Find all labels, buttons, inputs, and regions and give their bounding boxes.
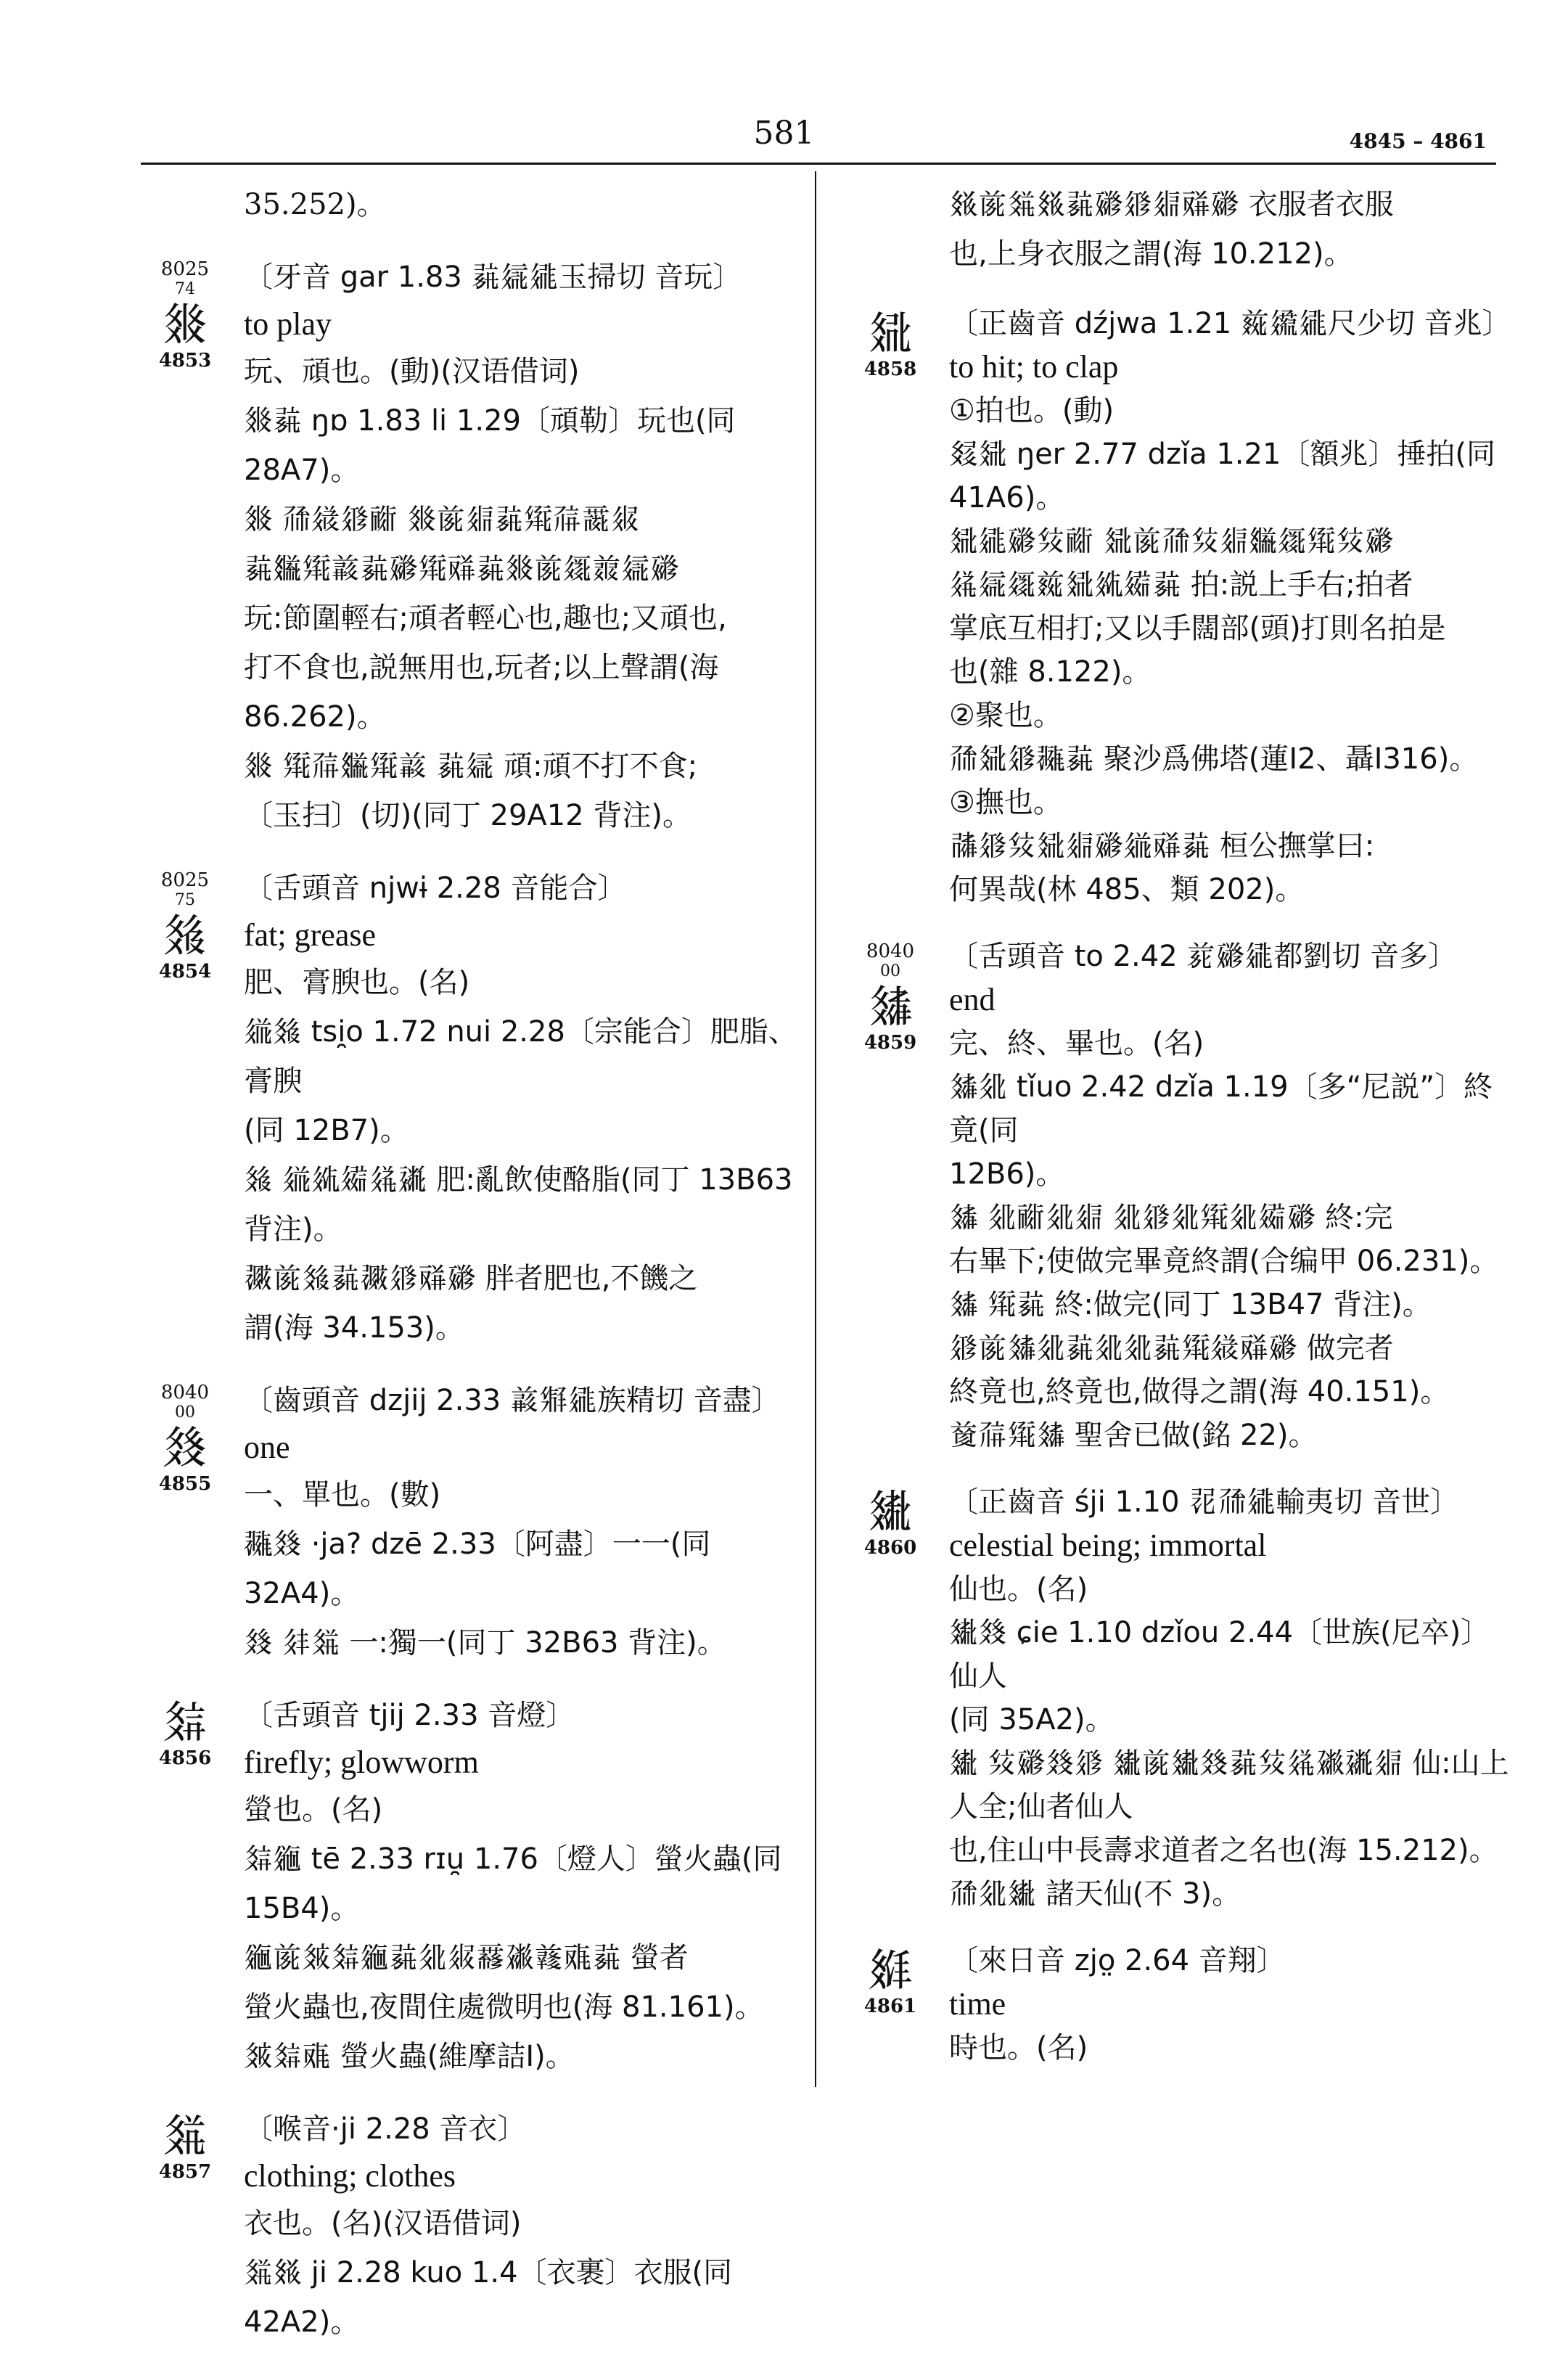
entry-line: 86.262)。 <box>244 700 386 734</box>
entry-line: 𗤁𗐯𗾨𗢭𗰱𗢭𗢭𗰱𗋕𗧊𗠰𗡪 做完者 <box>949 1332 1394 1365</box>
entry-line: 也,上身衣服之謂(海 10.212)。 <box>949 237 1353 271</box>
entry-line: 玩、頑也。(動)(汉语借词) <box>244 355 580 388</box>
tangut-glyph: 𗾩 <box>867 1485 913 1538</box>
tangut-glyph: 𗾢 <box>162 1695 208 1748</box>
entry-line: 〔來日音 zjo̤ 2.64 音翔〕 <box>949 1944 1286 1977</box>
entry-line: 𗾧𗾦 ŋer 2.77 dzǐa 1.21〔額兆〕捶拍(同 <box>949 438 1496 471</box>
tangut-glyph: 𗾡 <box>162 1421 208 1474</box>
entry-line: 𗰜𗤁𗊏𗾦𗤋𗡪𗥤𗠰𗰱 桓公撫掌曰: <box>949 829 1375 863</box>
entry-line: 𗗂𗐯𗾠𗰱𗗂𗤁𗠰𗡪 胖者肥也,不饑之 <box>244 1262 698 1295</box>
entry-line: 𗾤𗾥 ji 2.28 kuo 1.4〔衣裹〕衣服(同 42A2)。 <box>244 2256 733 2339</box>
entry-line: 右畢下;使做完畢竟終謂(合编甲 06.231)。 <box>949 1245 1499 1278</box>
entry-line: 〔正齒音 dźjwa 1.21 𗒷𗫔𗧓尺少切 音兆〕 <box>949 307 1511 340</box>
entry-line: 衣也。(名)(汉语借词) <box>244 2207 522 2240</box>
entry-line: 𗧈𗐯𗾣𗾢𗧈𗰱𗢭𗤒𗵒𗗽𗔬𗠒𗰱 螢者 <box>244 1941 689 1975</box>
entry-line: 〔玉扫〕(切)(同丁 29A12 背注)。 <box>244 799 692 832</box>
dictionary-entry <box>145 253 813 840</box>
entry-line: ②聚也。 <box>949 699 1062 732</box>
english-gloss: time <box>949 1986 1006 2022</box>
entry-line: 何異哉(林 485、類 202)。 <box>949 873 1305 906</box>
entry-line: ③撫也。 <box>949 786 1062 819</box>
page-number: 581 <box>753 115 815 152</box>
tangut-glyph: 𗾦 <box>867 306 913 359</box>
entry-line: 𗾣𗾢𗠒 螢火蟲(維摩詰Ⅰ)。 <box>244 2040 575 2073</box>
continuation-prefix <box>850 180 1518 279</box>
entry-line: (同 35A2)。 <box>949 1703 1115 1737</box>
entry-code: 8040 <box>160 1382 210 1403</box>
entry-number: 4861 <box>863 1996 917 2017</box>
entry-line: 𗾨𗢭 tǐuo 2.42 dzǐa 1.19〔多“尼説”〕終竟(同 <box>949 1070 1493 1147</box>
left-column <box>145 180 813 2370</box>
entry-line: 𗾡 𗢳𗾤 一:獨一(同丁 32B63 背注)。 <box>244 1626 726 1660</box>
entry-line: 〔舌頭音 njwɨ 2.28 音能合〕 <box>244 872 627 905</box>
entry-line: 𗾢𗧈 tē 2.33 rɪu̯ 1.76〔燈人〕螢火蟲(同 <box>244 1842 782 1876</box>
entry-code-sub: 00 <box>880 962 900 980</box>
right-column <box>850 180 1518 2093</box>
entry-line: 〔舌頭音 tjij 2.33 音燈〕 <box>244 1699 575 1732</box>
entry-line: 𗾟 𗗙𗧊𗤁𗠁 𗾟𗐯𗤋𗰱𗋕𗗚𗵘𗤒 <box>244 503 640 536</box>
entry-line: 掌底互相打;又以手闊部(頭)打則名拍是 <box>949 612 1446 645</box>
entry-line: 背注)。 <box>244 1213 342 1246</box>
column-divider <box>815 171 816 2087</box>
entry-line: 〔正齒音 śji 1.10 𗕿𗗙𗧓輸夷切 音世〕 <box>949 1485 1459 1519</box>
entry-line: 〔舌頭音 to 2.42 𗐱𗡪𗧓都劉切 音多〕 <box>949 940 1458 973</box>
header-range: 4845 – 4861 <box>1349 129 1487 153</box>
entry-line: 15B4)。 <box>244 1892 360 1925</box>
entry-line: 𗾠 𗥤𗣋𗩴𗤬𗡶 肥:亂飲使酪脂(同丁 13B63 <box>244 1163 793 1197</box>
english-gloss: fat; grease <box>244 917 376 953</box>
tangut-glyph: 𗾟 <box>162 298 208 350</box>
entry-number: 4859 <box>863 1032 917 1054</box>
dictionary-entry <box>145 1691 813 2081</box>
dictionary-entry <box>145 1376 813 1668</box>
entry-line: 𗾟 𗋕𗗚𗿳𗋕𗓁 𗰱𗦇 頑:頑不打不食; <box>244 750 698 783</box>
entry-line: 螢也。(名) <box>244 1793 383 1826</box>
entry-number: 4858 <box>863 358 917 380</box>
tangut-glyph: 𗾪 <box>867 1943 913 1996</box>
entry-number: 4855 <box>158 1473 212 1495</box>
entry-margin <box>850 940 930 1054</box>
entry-line: 〔齒頭音 dzjij 2.33 𗓁𗋃𗧓族精切 音盡〕 <box>244 1384 781 1417</box>
entry-line: 𗥤𗾠 tsi̯o 1.72 nui 2.28〔宗能合〕肥脂、膏腴 <box>244 1015 797 1098</box>
entry-margin <box>145 2110 225 2183</box>
entry-line: 終竟也,終竟也,做得之謂(海 40.151)。 <box>949 1375 1450 1409</box>
tangut-glyph: 𗾤 <box>162 2109 208 2162</box>
entry-line: 完、終、畢也。(名) <box>949 1027 1204 1060</box>
entry-margin <box>145 1697 225 1769</box>
entry-margin <box>145 869 225 983</box>
entry-margin <box>850 1486 930 1559</box>
entry-number: 4853 <box>158 350 212 372</box>
dictionary-entry <box>850 935 1518 1457</box>
dictionary-entry <box>850 1480 1518 1916</box>
entry-code: 8025 <box>160 258 210 280</box>
english-gloss: one <box>244 1430 290 1465</box>
entry-line: 𗤬𗦇𗧯𗒷𗾦𗣋𗩴𗰱 拍:説上手右;拍者 <box>949 568 1413 602</box>
english-gloss: clothing; clothes <box>244 2158 456 2194</box>
entry-line: 𗾦𗧓𗡪𗊏𗠁 𗾦𗐯𗗙𗊏𗤋𗿳𗧯𗋕𗊏𗡪 <box>949 525 1394 558</box>
entry-line: 螢火蟲也,夜間住處微明也(海 81.161)。 <box>244 1990 764 2024</box>
english-gloss: firefly; glowworm <box>244 1744 479 1780</box>
tangut-glyph: 𗾠 <box>162 909 208 961</box>
dictionary-entry <box>850 1939 1518 2070</box>
entry-line: 𗾨 𗋕𗰱 終:做完(同丁 13B47 背注)。 <box>949 1288 1432 1321</box>
entry-number: 4856 <box>158 1747 212 1769</box>
entry-line: 𗖵𗾡 ·ja? dzē 2.33〔阿盡〕一一(同 32A4)。 <box>244 1528 711 1610</box>
entry-line: 一、單也。(數) <box>244 1478 441 1512</box>
entry-line: 〔牙音 gar 1.83 𗰱𗦇𗧓玉掃切 音玩〕 <box>244 261 742 294</box>
entry-line: 𗒹𗗚𗋕𗾨 聖舍已做(銘 22)。 <box>949 1419 1318 1452</box>
entry-number: 4857 <box>158 2161 212 2183</box>
entry-line: 時也。(名) <box>949 2031 1088 2064</box>
entry-line: 打不食也,説無用也,玩者;以上聲謂(海 <box>244 651 719 684</box>
entry-line: 也(雜 8.122)。 <box>949 655 1152 689</box>
entry-line: 𗗙𗢭𗾩 諸天仙(不 3)。 <box>949 1877 1241 1911</box>
entry-line: 〔喉音·ji 2.28 音衣〕 <box>244 2112 527 2146</box>
entry-line: 𗗙𗾦𗤁𗖵𗰱 聚沙爲佛塔(蓮Ⅰ2、聶Ⅰ316)。 <box>949 742 1479 776</box>
dictionary-entry <box>145 864 813 1353</box>
entry-number: 4854 <box>158 961 212 983</box>
entry-line: 𗾟𗰱 ŋɒ 1.83 li 1.29〔頑勒〕玩也(同 28A7)。 <box>244 404 736 487</box>
entry-code: 8040 <box>866 940 915 962</box>
entry-line: 𗰱𗿳𗋕𗓁𗰱𗡪𗋕𗠰𗰱𗾟𗐯𗧯𗓱𗦇𗡪 <box>244 552 679 586</box>
entry-line: 12B6)。 <box>949 1157 1065 1191</box>
dictionary-entry <box>145 2104 813 2347</box>
entry-line: 41A6)。 <box>949 481 1065 514</box>
entry-margin <box>850 308 930 380</box>
entry-line: 肥、膏腴也。(名) <box>244 966 470 999</box>
header-rule <box>141 163 1496 165</box>
entry-line: 也,住山中長壽求道者之名也(海 15.212)。 <box>949 1834 1498 1867</box>
continuation-prefix <box>145 180 813 229</box>
entry-line: 𗾩𗾡 ɕie 1.10 dzǐou 2.44〔世族(尼卒)〕仙人 <box>949 1616 1490 1693</box>
entry-code-sub: 75 <box>175 891 195 909</box>
entry-number: 4860 <box>863 1537 917 1559</box>
entry-margin <box>145 258 225 372</box>
entry-code: 8025 <box>160 869 210 891</box>
entry-line: ①拍也。(動) <box>949 394 1115 427</box>
entry-margin <box>145 1382 225 1495</box>
entry-code-sub: 00 <box>175 1403 195 1422</box>
entry-margin <box>850 1945 930 2017</box>
entry-line: (同 12B7)。 <box>244 1114 409 1147</box>
dictionary-entry <box>850 302 1518 911</box>
entry-line: 謂(海 34.153)。 <box>244 1311 464 1345</box>
entry-line: 玩:節圍輕右;頑者輕心也,趣也;又頑也, <box>244 602 727 635</box>
tangut-glyph: 𗾨 <box>867 980 913 1033</box>
entry-line: 𗾥𗐯𗾤𗾥𗰱𗡪𗤁𗤋𗠰𗡪 衣服者衣服 <box>949 188 1394 221</box>
entry-line: 𗾩 𗊏𗡪𗾡𗤁 𗾩𗐯𗾩𗾡𗰱𗊏𗤬𗗽𗡶𗤋 仙:山上人全;仙者仙人 <box>949 1747 1509 1824</box>
entry-code-sub: 74 <box>175 280 195 298</box>
entry-line: 𗾨 𗢭𗠁𗢭𗤋 𗢭𗤁𗢭𗋕𗢭𗩴𗡪 終:完 <box>949 1201 1393 1234</box>
entry-line: 仙也。(名) <box>949 1573 1088 1606</box>
english-gloss: to play <box>244 306 332 342</box>
entry-line: 35.252)。 <box>244 188 386 221</box>
english-gloss: celestial being; immortal <box>949 1528 1267 1563</box>
english-gloss: to hit; to clap <box>949 349 1119 385</box>
english-gloss: end <box>949 982 996 1017</box>
